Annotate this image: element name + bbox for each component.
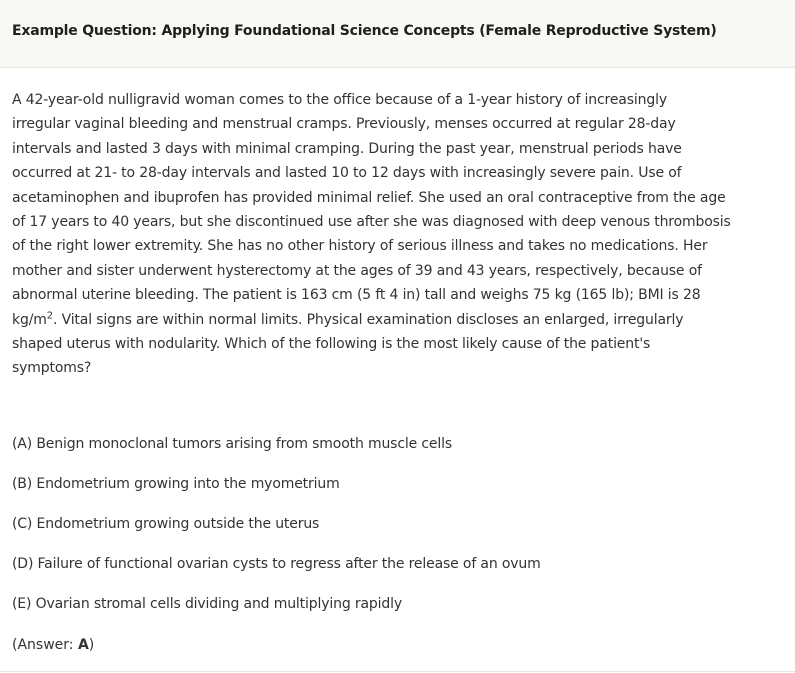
stem-line-bmi-units <box>12 308 786 332</box>
answer-letter: A <box>77 637 89 653</box>
option-a: (A) Benign monoclonal tumors arising from smooth muscle cells <box>12 436 453 452</box>
option-e: (E) Ovarian stromal cells dividing and multiplying rapidly <box>12 596 402 612</box>
option-d: (D) Failure of functional ovarian cysts to regress after the release of an ovum <box>12 556 541 572</box>
stem-line: intervals and lasted 3 days with minimal cramping. During the past year, menstrual periods have <box>12 140 682 157</box>
stem-line: mother and sister underwent hysterectomy at the ages of 39 and 43 years, respectively, because of <box>12 262 702 279</box>
unit-text: kg/m <box>12 311 47 328</box>
stem-line: symptoms? <box>12 360 92 377</box>
stem-line: acetaminophen and ibuprofen has provided minimal relief. She used an oral contraceptive from the age <box>12 189 726 206</box>
stem-line: irregular vaginal bleeding and menstrual cramps. Previously, menses occurred at regular 28-day <box>12 116 676 133</box>
stem-line: A 42-year-old nulligravid woman comes to the office because of a 1-year history of increasingly <box>12 92 667 108</box>
question-title: Example Question: Applying Foundational Science Concepts (Female Reproductive System) <box>12 23 717 39</box>
answer-line <box>12 637 94 653</box>
unit-superscript: 2 <box>46 310 53 321</box>
stem-line: shaped uterus with nodularity. Which of the following is the most likely cause of the patient's <box>12 336 651 353</box>
stem-line: of the right lower extremity. She has no other history of serious illness and takes no medications. Her <box>12 238 708 255</box>
answer-suffix: ) <box>88 637 95 653</box>
question-header <box>0 0 795 68</box>
option-b: (B) Endometrium growing into the myometrium <box>12 476 340 492</box>
stem-line: occurred at 21- to 28-day intervals and lasted 10 to 12 days with increasingly severe pain. Use of <box>12 165 682 182</box>
question-stem <box>12 88 786 381</box>
answer-prefix: (Answer: <box>12 637 78 653</box>
stem-line: of 17 years to 40 years, but she discontinued use after she was diagnosed with deep venous thrombosis <box>12 214 731 231</box>
stem-line-rest: . Vital signs are within normal limits. Physical examination discloses an enlarged, irregularly <box>52 311 684 328</box>
stem-line: abnormal uterine bleeding. The patient is 163 cm (5 ft 4 in) tall and weighs 75 kg (165 lb); BMI is 28 <box>12 287 701 304</box>
option-c: (C) Endometrium growing outside the uterus <box>12 516 320 532</box>
